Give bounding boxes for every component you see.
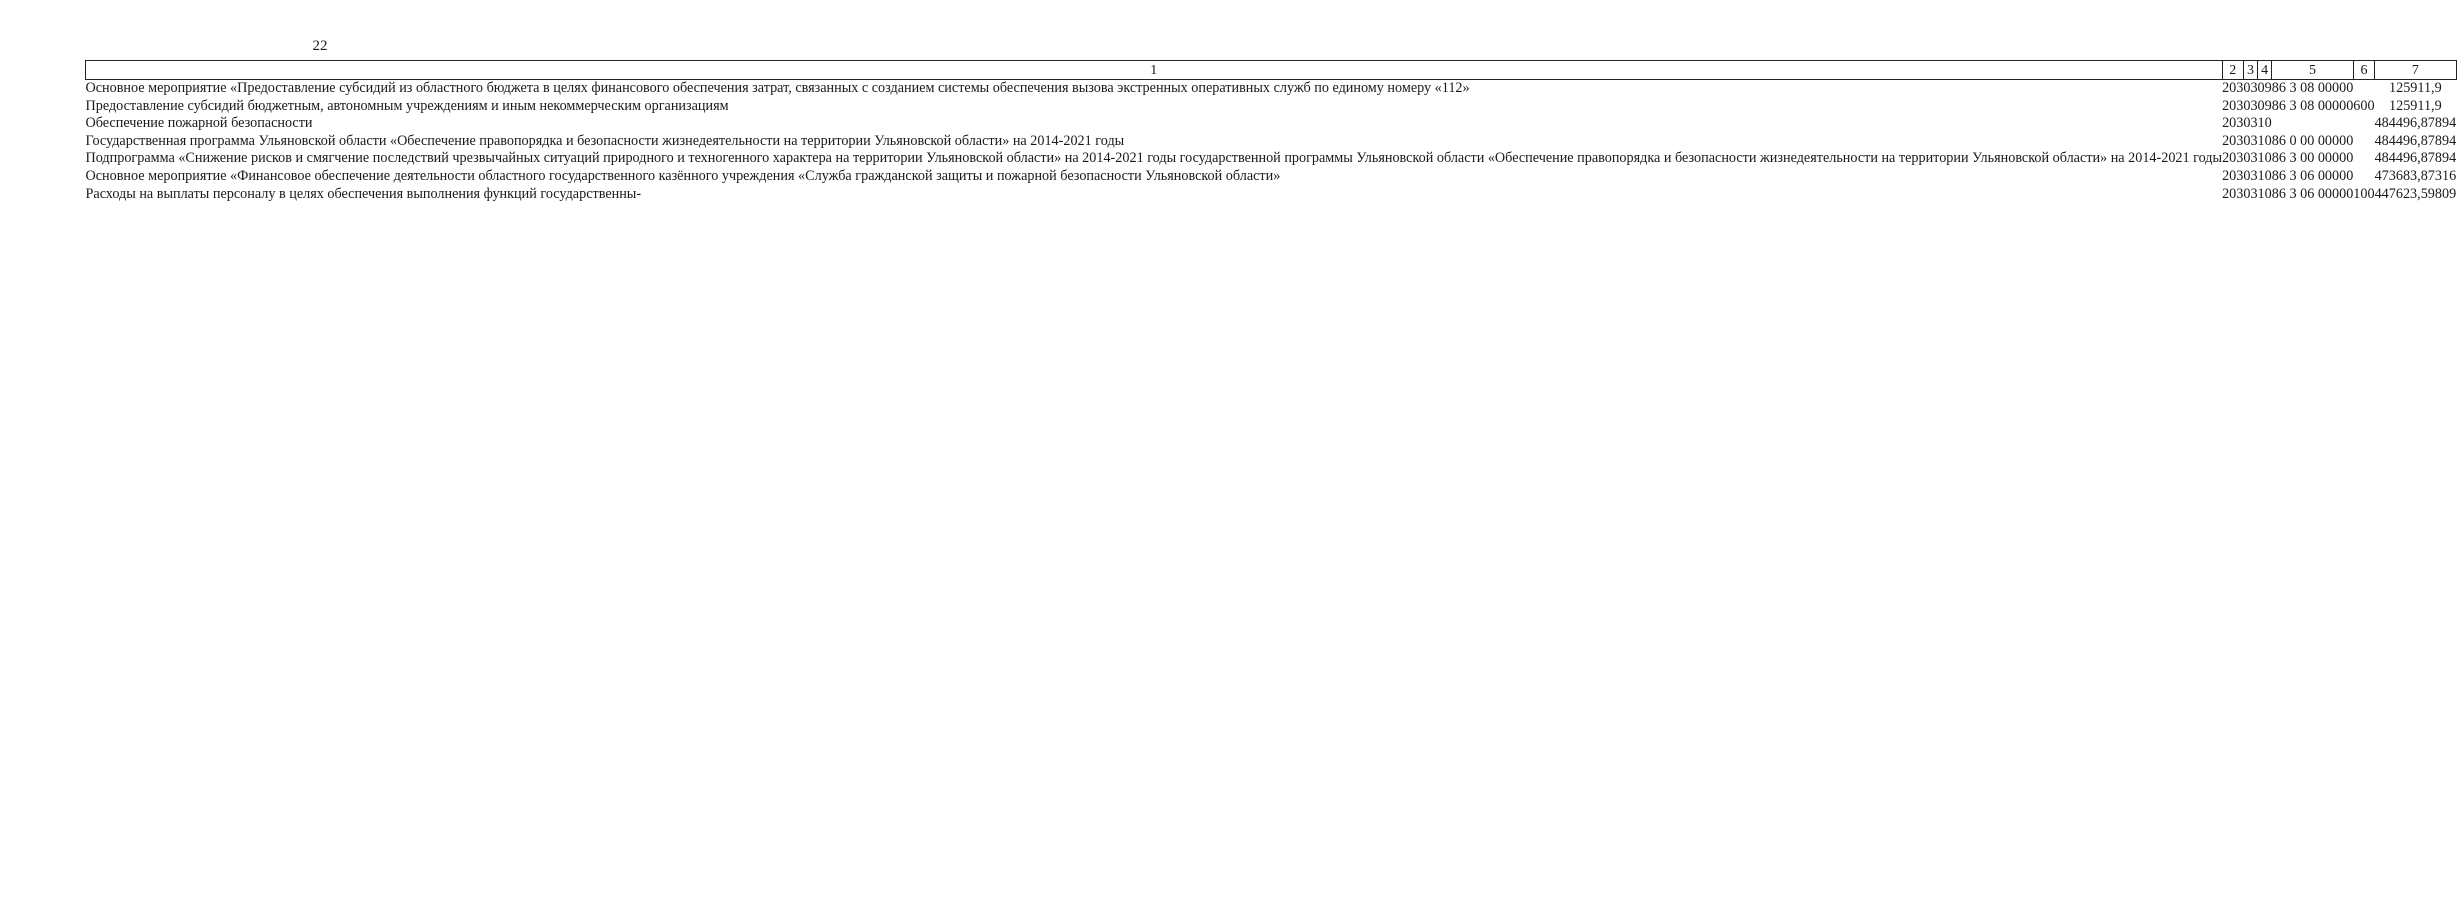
row-subsection: 09	[2257, 80, 2272, 96]
row-section: 03	[2243, 167, 2258, 184]
table-row	[86, 133, 2457, 151]
row-expense-type	[2353, 168, 2374, 186]
header-col-4: 4	[2258, 61, 2272, 80]
table-row	[86, 168, 2457, 186]
row-expense-type	[2353, 133, 2374, 151]
row-amount: 125911,9	[2389, 97, 2442, 114]
row-target-article: 86 3 08 00000	[2271, 80, 2354, 96]
row-target-article	[2272, 115, 2354, 133]
table-header-row	[86, 61, 2457, 80]
row-target-article: 86 3 06 00000	[2271, 185, 2354, 202]
row-admin-code: 203	[2222, 167, 2244, 184]
row-expense-type	[2353, 150, 2374, 168]
row-expense-type: 100	[2353, 185, 2375, 202]
table-row	[86, 98, 2457, 116]
table-row	[86, 80, 2457, 98]
row-section: 03	[2243, 115, 2258, 132]
table-row	[86, 115, 2457, 133]
row-section: 03	[2243, 80, 2258, 96]
row-target-article: 86 3 06 00000	[2271, 167, 2354, 184]
row-subsection: 10	[2257, 115, 2272, 132]
row-name: Расходы на выплаты персоналу в целях обеспечения выполнения функций государственны-	[85, 185, 642, 202]
row-name: Подпрограмма «Снижение рисков и смягчение последствий чрезвычайных ситуаций природного и техногенного характера на территории Ульяновской области» на 2014-2021 годы государственной программы Ульяновской области «Обеспечение правопорядка и безопасности жизнедеятельности на территории Ульяновской области» на 2014-2021 годы	[85, 150, 2223, 167]
header-col-1: 1	[86, 61, 2223, 80]
row-amount: 484496,87894	[2374, 150, 2457, 167]
header-col-5: 5	[2272, 61, 2354, 80]
row-target-article: 86 3 08 00000	[2271, 97, 2354, 114]
row-admin-code: 203	[2222, 97, 2244, 114]
row-admin-code: 203	[2222, 132, 2244, 149]
row-subsection: 09	[2257, 97, 2272, 114]
row-amount: 473683,87316	[2374, 167, 2457, 184]
page-number: 22	[312, 38, 328, 54]
row-section: 03	[2243, 185, 2258, 202]
row-admin-code: 203	[2222, 185, 2244, 202]
row-admin-code: 203	[2222, 80, 2244, 96]
row-name: Основное мероприятие «Предоставление субсидий из областного бюджета в целях финансового обеспечения затрат, связанных с созданием системы обеспечения вызова экстренных оперативных служб по единому номеру «112»	[85, 80, 1470, 96]
header-col-6: 6	[2353, 61, 2374, 80]
row-section: 03	[2243, 150, 2258, 167]
row-name: Государственная программа Ульяновской области «Обеспечение правопорядка и безопасности жизнедеятельности на территории Ульяновской области» на 2014-2021 годы	[85, 132, 1125, 149]
row-subsection: 10	[2257, 132, 2272, 149]
row-expense-type	[2353, 115, 2374, 133]
row-section: 03	[2243, 132, 2258, 149]
row-amount: 125911,9	[2389, 80, 2442, 96]
row-expense-type: 600	[2353, 97, 2375, 114]
row-section: 03	[2243, 97, 2258, 114]
budget-table	[85, 60, 2457, 203]
header-col-2: 2	[2222, 61, 2243, 80]
row-name: Обеспечение пожарной безопасности	[85, 115, 313, 132]
row-target-article: 86 0 00 00000	[2271, 132, 2354, 149]
header-col-7: 7	[2375, 61, 2457, 80]
row-amount: 484496,87894	[2374, 115, 2457, 132]
row-name: Предоставление субсидий бюджетным, автономным учреждениям и иным некоммерческим организациям	[85, 97, 729, 114]
row-name: Основное мероприятие «Финансовое обеспечение деятельности областного государственного казённого учреждения «Служба гражданской защиты и пожарной безопасности Ульяновской области»	[85, 167, 1281, 184]
row-amount: 484496,87894	[2374, 132, 2457, 149]
header-col-3: 3	[2243, 61, 2257, 80]
table-row	[86, 186, 2457, 204]
row-expense-type	[2353, 80, 2374, 98]
row-amount: 447623,59809	[2374, 185, 2457, 202]
row-admin-code: 203	[2222, 115, 2244, 132]
row-subsection: 10	[2257, 167, 2272, 184]
row-admin-code: 203	[2222, 150, 2244, 167]
row-subsection: 10	[2257, 185, 2272, 202]
row-target-article: 86 3 00 00000	[2271, 150, 2354, 167]
table-row	[86, 150, 2457, 168]
row-subsection: 10	[2257, 150, 2272, 167]
